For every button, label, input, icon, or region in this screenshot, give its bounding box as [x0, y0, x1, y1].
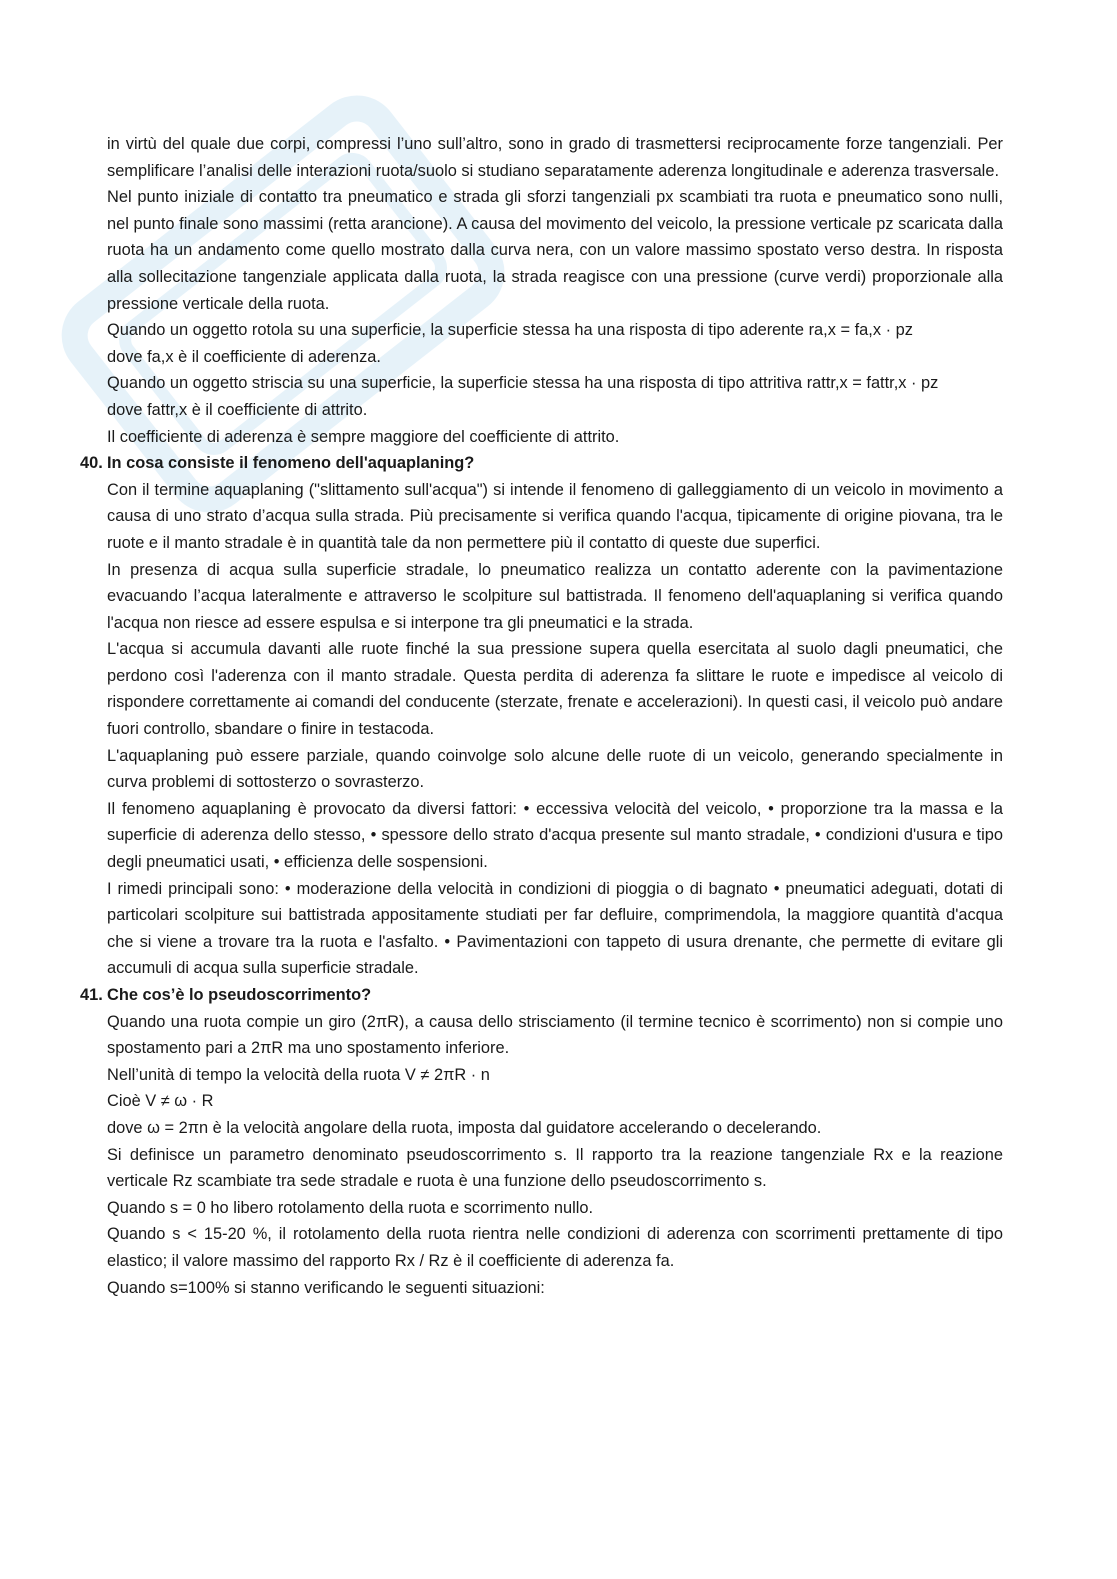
- answer-paragraph: Quando s = 0 ho libero rotolamento della ruota e scorrimento nullo.: [107, 1198, 594, 1217]
- answer-paragraph: Quando s < 15-20 %, il rotolamento della ruota rientra nelle condizioni di aderenza con scorrimenti prettamente di tipo elastico; il valore massimo del rapporto Rx / Rz è il coefficiente di aderenza fa.: [107, 1225, 1003, 1270]
- answer-paragraph: Cioè V ≠ ω · R: [107, 1092, 214, 1111]
- question-title: In cosa consiste il fenomeno dell'aquaplaning?: [107, 454, 475, 473]
- answer-paragraph: L'acqua si accumula davanti alle ruote finché la sua pressione supera quella esercitata al suolo dagli pneumatici, che perdono così l'aderenza con il manto stradale. Questa perdita di aderenza fa slittare le ruote e impedisce al veicolo di rispondere correttamente ai comandi del conducente (sterzate, frenate e accelerazioni). In questi casi, il veicolo può andare fuori controllo, sbandare o finire in testacoda.: [107, 640, 1003, 739]
- document-page: [80, 131, 1003, 1301]
- answer-paragraph: dove ω = 2πn è la velocità angolare della ruota, imposta dal guidatore accelerando o decelerando.: [107, 1118, 822, 1137]
- question-number: 41.: [80, 986, 103, 1004]
- question-41: [80, 982, 1003, 1301]
- intro-paragraph: Quando un oggetto striscia su una superficie, la superficie stessa ha una risposta di tipo attritiva rattr,x = fattr,x · pz: [107, 374, 939, 393]
- answer-paragraph: Il fenomeno aquaplaning è provocato da diversi fattori: • eccessiva velocità del veicolo, • proporzione tra la massa e la superficie di aderenza dello stesso, • spessore dello strato d'acqua presente sul manto stradale, • condizioni d'usura e tipo degli pneumatici usati, • efficienza delle sospensioni.: [107, 799, 1003, 872]
- answer-paragraph: Con il termine aquaplaning ("slittamento sull'acqua") si intende il fenomeno di galleggiamento di un veicolo in movimento a causa di uno strato d’acqua sulla strada. Più precisamente si verifica quando l'acqua, tipicamente di origine piovana, tra le ruote e il manto stradale è in quantità tale da non permettere più il contatto di queste due superfici.: [107, 480, 1003, 552]
- intro-paragraph: dove fa,x è il coefficiente di aderenza.: [107, 347, 381, 366]
- answer-paragraph: I rimedi principali sono: • moderazione della velocità in condizioni di pioggia o di bagnato • pneumatici adeguati, dotati di particolari scolpiture sui battistrada appositamente studiati per far defluire, comprimendola, la maggiore quantità d'acqua che si viene a trovare tra la ruota e l'asfalto. • Pavimentazioni con tappeto di usura drenante, che permette di evitare gli accumuli di acqua sulla superficie stradale.: [107, 879, 1003, 978]
- answer-paragraph: Quando s=100% si stanno verificando le seguenti situazioni:: [107, 1278, 545, 1297]
- intro-paragraph: dove fattr,x è il coefficiente di attrito.: [107, 400, 368, 419]
- question-title: Che cos’è lo pseudoscorrimento?: [107, 986, 372, 1004]
- intro-section: [107, 131, 1003, 450]
- intro-paragraph: Il coefficiente di aderenza è sempre maggiore del coefficiente di attrito.: [107, 427, 620, 446]
- intro-paragraph: Nel punto iniziale di contatto tra pneumatico e strada gli sforzi tangenziali px scambiati tra ruota e pneumatico sono nulli, nel punto finale sono massimi (retta arancione). A causa del movimento del veicolo, la pressione verticale pz scaricata dalla ruota ha un andamento come quello mostrato dalla curva nera, con un valore massimo spostato verso destra. In risposta alla sollecitazione tangenziale applicata dalla ruota, la strada reagisce con una pressione (curve verdi) proporzionale alla pressione verticale della ruota.: [107, 188, 1003, 313]
- intro-paragraph: in virtù del quale due corpi, compressi l’uno sull’altro, sono in grado di trasmettersi reciprocamente forze tangenziali. Per semplificare l’analisi delle interazioni ruota/suolo si studiano separatamente aderenza longitudinale e aderenza trasversale.: [107, 135, 1003, 180]
- question-40: [80, 450, 1003, 982]
- answer-paragraph: Quando una ruota compie un giro (2πR), a causa dello strisciamento (il termine tecnico è scorrimento) non si compie uno spostamento pari a 2πR ma uno spostamento inferiore.: [107, 1012, 1003, 1058]
- intro-paragraph: Quando un oggetto rotola su una superficie, la superficie stessa ha una risposta di tipo aderente ra,x = fa,x · pz: [107, 321, 913, 340]
- answer-paragraph: Nell’unità di tempo la velocità della ruota V ≠ 2πR · n: [107, 1065, 490, 1084]
- answer-paragraph: Si definisce un parametro denominato pseudoscorrimento s. Il rapporto tra la reazione tangenziale Rx e la reazione verticale Rz scambiate tra sede stradale e ruota è una funzione dello pseudoscorrimento s.: [107, 1145, 1003, 1191]
- question-number: 40.: [80, 454, 103, 473]
- answer-paragraph: In presenza di acqua sulla superficie stradale, lo pneumatico realizza un contatto aderente con la pavimentazione evacuando l’acqua lateralmente e attraverso le scolpiture sul battistrada. Il fenomeno dell'aquaplaning si verifica quando l'acqua non riesce ad essere espulsa e si interpone tra gli pneumatici e la strada.: [107, 560, 1003, 632]
- answer-paragraph: L'aquaplaning può essere parziale, quando coinvolge solo alcune delle ruote di un veicolo, generando specialmente in curva problemi di sottosterzo o sovrasterzo.: [107, 746, 1003, 792]
